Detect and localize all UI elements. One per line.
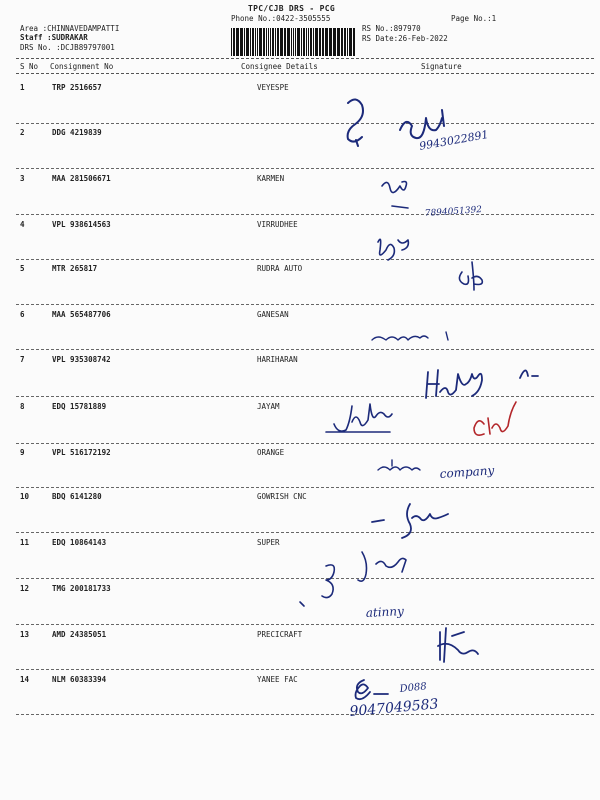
page-number: Page No.:1	[451, 14, 497, 23]
row-consignment-no: AMD 24385051	[52, 630, 107, 639]
row-sno: 3	[20, 174, 25, 183]
rs-number: RS No.:897970	[362, 24, 421, 33]
row-consignee: VIRRUDHEE	[257, 220, 298, 229]
col-header-sno: S No	[20, 62, 39, 71]
row-consignee: VEYESPE	[257, 83, 289, 92]
handwritten-phone-row-14: 9047049583	[348, 696, 440, 720]
row-sno: 9	[20, 448, 25, 457]
row-consignment-no: MAA 565487706	[52, 310, 111, 319]
row-sno: 10	[20, 492, 30, 501]
col-header-signature: Signature	[421, 62, 462, 71]
row-consignment-no: VPL 938614563	[52, 220, 111, 229]
signature-row-11b	[300, 565, 334, 606]
signature-row-8	[326, 404, 392, 432]
row-consignment-no: NLM 60383394	[52, 675, 107, 684]
row-consignment-no: MAA 281506671	[52, 174, 111, 183]
signature-row-5	[459, 262, 482, 290]
signature-row-7	[426, 370, 538, 398]
signature-row-3	[382, 182, 408, 209]
row-sno: 13	[20, 630, 30, 639]
row-consignment-no: MTR 265817	[52, 264, 98, 273]
row-consignment-no: EDQ 10864143	[52, 538, 107, 547]
row-consignee: KARMEN	[257, 174, 285, 183]
row-sno: 1	[20, 83, 25, 92]
handwritten-code-row-14: D088	[399, 681, 428, 695]
rs-date: RS Date:26-Feb-2022	[362, 34, 448, 43]
row-consignment-no: DDG 4219839	[52, 128, 102, 137]
row-consignee: RUDRA AUTO	[257, 264, 303, 273]
signature-row-13	[438, 628, 478, 662]
row-consignment-no: VPL 516172192	[52, 448, 111, 457]
row-sno: 11	[20, 538, 30, 547]
signature-row-14	[356, 680, 389, 699]
phone-number: Phone No.:0422-3505555	[231, 14, 331, 23]
handwritten-name-row-9: company	[439, 463, 495, 481]
row-consignee: GANESAN	[257, 310, 289, 319]
signature-row-6	[372, 332, 448, 340]
row-consignment-no: TMG 200181733	[52, 584, 111, 593]
row-sno: 12	[20, 584, 30, 593]
row-sno: 5	[20, 264, 25, 273]
row-consignment-no: EDQ 15781889	[52, 402, 107, 411]
row-consignee: PRECICRAFT	[257, 630, 303, 639]
row-sno: 14	[20, 675, 30, 684]
row-consignee: GOWRISH CNC	[257, 492, 307, 501]
signature-row-4	[378, 239, 408, 260]
row-sno: 6	[20, 310, 25, 319]
row-consignment-no: VPL 935308742	[52, 355, 111, 364]
row-sno: 2	[20, 128, 25, 137]
row-consignee: SUPER	[257, 538, 280, 547]
signature-row-11	[358, 552, 406, 581]
row-consignment-no: TRP 2516657	[52, 83, 102, 92]
drs-number: DRS No. :DCJB89797001	[20, 43, 115, 52]
handwritten-name-row-12: atinny	[365, 604, 405, 620]
signature-row-9	[378, 460, 420, 470]
row-consignee: JAYAM	[257, 402, 280, 411]
row-consignee: ORANGE	[257, 448, 285, 457]
handwritten-phone-row-2: 9943022891	[418, 127, 490, 153]
area-label: Area :CHINNAVEDAMPATTI	[20, 24, 120, 33]
row-consignee: YANEE FAC	[257, 675, 298, 684]
signature-row-1b	[400, 110, 444, 138]
col-header-consignment: Consignment No	[50, 62, 114, 71]
row-sno: 8	[20, 402, 25, 411]
signature-row-8-red	[474, 402, 516, 435]
signature-row-1	[348, 99, 363, 146]
col-header-consignee: Consignee Details	[241, 62, 318, 71]
row-sno: 7	[20, 355, 25, 364]
sheet-title: TPC/CJB DRS - PCG	[248, 4, 335, 13]
staff-label: Staff :SUDRAKAR	[20, 33, 88, 42]
handwritten-phone-row-3: 7894051392	[424, 205, 483, 219]
signature-row-10	[372, 504, 448, 538]
row-consignee: HARIHARAN	[257, 355, 298, 364]
row-sno: 4	[20, 220, 25, 229]
row-consignment-no: BDQ 6141280	[52, 492, 102, 501]
